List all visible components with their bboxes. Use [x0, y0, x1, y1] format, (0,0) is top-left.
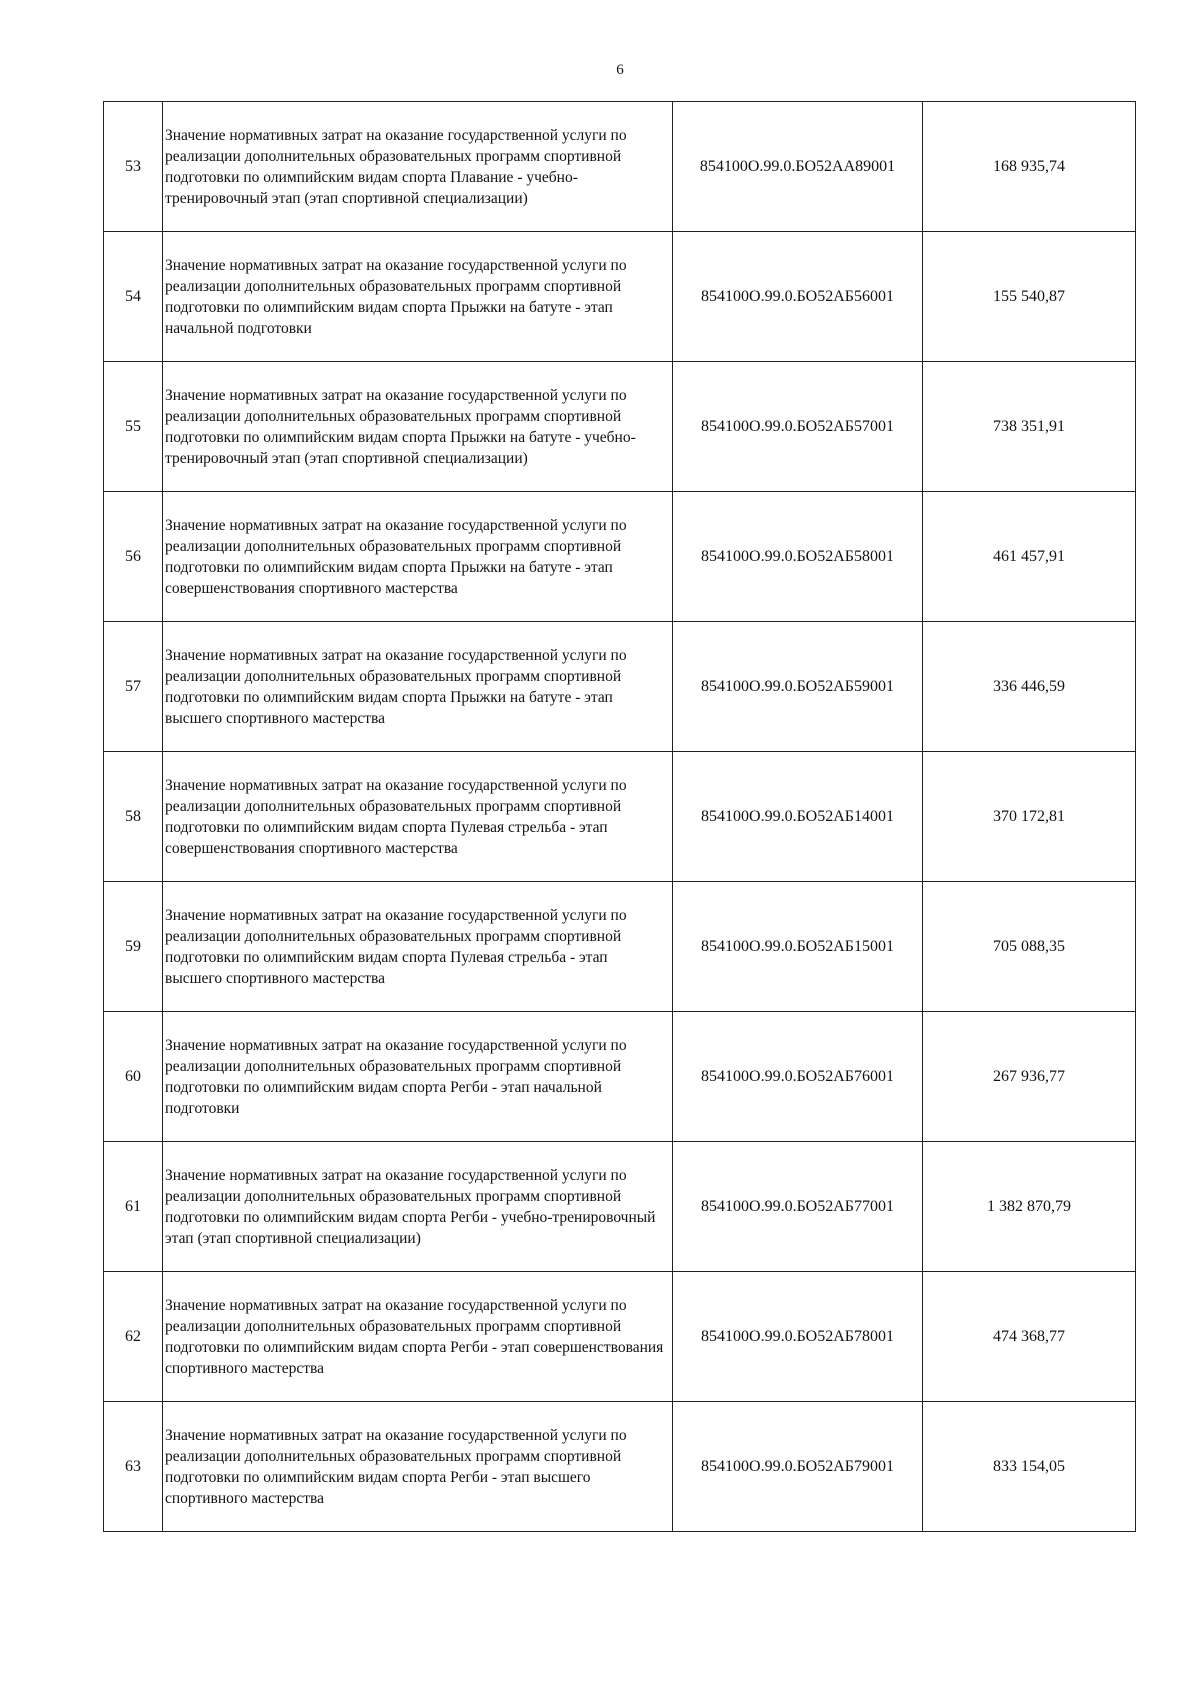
- table-row: [104, 102, 1136, 232]
- row-description: Значение нормативных затрат на оказание государственной услуги по реализации дополнительных образовательных программ спортивной подготовки по олимпийским видам спорта Регби - этап совершенствования спортивного мастерства: [163, 1272, 673, 1402]
- row-service-code: 854100О.99.0.БО52АБ76001: [673, 1012, 923, 1142]
- row-cost-value: 168 935,74: [923, 102, 1136, 232]
- table-row: [104, 492, 1136, 622]
- row-number: 58: [104, 752, 163, 882]
- row-cost-value: 461 457,91: [923, 492, 1136, 622]
- row-description: Значение нормативных затрат на оказание государственной услуги по реализации дополнительных образовательных программ спортивной подготовки по олимпийским видам спорта Прыжки на батуте - этап высшего спортивного мастерства: [163, 622, 673, 752]
- table-row: [104, 1012, 1136, 1142]
- row-cost-value: 474 368,77: [923, 1272, 1136, 1402]
- table-row: [104, 1402, 1136, 1532]
- row-cost-value: 370 172,81: [923, 752, 1136, 882]
- row-description: Значение нормативных затрат на оказание государственной услуги по реализации дополнительных образовательных программ спортивной подготовки по олимпийским видам спорта Прыжки на батуте - учебно-тренировочный этап (этап спортивной специализации): [163, 362, 673, 492]
- row-service-code: 854100О.99.0.БО52АБ15001: [673, 882, 923, 1012]
- row-description: Значение нормативных затрат на оказание государственной услуги по реализации дополнительных образовательных программ спортивной подготовки по олимпийским видам спорта Прыжки на батуте - этап совершенствования спортивного мастерства: [163, 492, 673, 622]
- normative-costs-table: [103, 101, 1136, 1532]
- table-row: [104, 362, 1136, 492]
- row-service-code: 854100О.99.0.БО52АБ58001: [673, 492, 923, 622]
- row-cost-value: 738 351,91: [923, 362, 1136, 492]
- row-service-code: 854100О.99.0.БО52АА89001: [673, 102, 923, 232]
- row-number: 62: [104, 1272, 163, 1402]
- row-number: 56: [104, 492, 163, 622]
- row-number: 54: [104, 232, 163, 362]
- row-number: 61: [104, 1142, 163, 1272]
- row-service-code: 854100О.99.0.БО52АБ56001: [673, 232, 923, 362]
- row-cost-value: 336 446,59: [923, 622, 1136, 752]
- row-number: 59: [104, 882, 163, 1012]
- row-service-code: 854100О.99.0.БО52АБ78001: [673, 1272, 923, 1402]
- row-cost-value: 705 088,35: [923, 882, 1136, 1012]
- row-cost-value: 155 540,87: [923, 232, 1136, 362]
- row-number: 60: [104, 1012, 163, 1142]
- row-service-code: 854100О.99.0.БО52АБ79001: [673, 1402, 923, 1532]
- row-number: 63: [104, 1402, 163, 1532]
- row-number: 57: [104, 622, 163, 752]
- row-service-code: 854100О.99.0.БО52АБ77001: [673, 1142, 923, 1272]
- page-number: 6: [616, 62, 624, 78]
- table-body: [104, 102, 1136, 1532]
- table-row: [104, 1272, 1136, 1402]
- row-description: Значение нормативных затрат на оказание государственной услуги по реализации дополнительных образовательных программ спортивной подготовки по олимпийским видам спорта Плавание - учебно-тренировочный этап (этап спортивной специализации): [163, 102, 673, 232]
- row-service-code: 854100О.99.0.БО52АБ59001: [673, 622, 923, 752]
- row-number: 53: [104, 102, 163, 232]
- row-service-code: 854100О.99.0.БО52АБ57001: [673, 362, 923, 492]
- row-description: Значение нормативных затрат на оказание государственной услуги по реализации дополнительных образовательных программ спортивной подготовки по олимпийским видам спорта Пулевая стрельба - этап совершенствования спортивного мастерства: [163, 752, 673, 882]
- table-row: [104, 622, 1136, 752]
- row-description: Значение нормативных затрат на оказание государственной услуги по реализации дополнительных образовательных программ спортивной подготовки по олимпийским видам спорта Пулевая стрельба - этап высшего спортивного мастерства: [163, 882, 673, 1012]
- row-description: Значение нормативных затрат на оказание государственной услуги по реализации дополнительных образовательных программ спортивной подготовки по олимпийским видам спорта Регби - этап начальной подготовки: [163, 1012, 673, 1142]
- row-cost-value: 833 154,05: [923, 1402, 1136, 1532]
- table-row: [104, 882, 1136, 1012]
- row-description: Значение нормативных затрат на оказание государственной услуги по реализации дополнительных образовательных программ спортивной подготовки по олимпийским видам спорта Прыжки на батуте - этап начальной подготовки: [163, 232, 673, 362]
- table-row: [104, 232, 1136, 362]
- row-cost-value: 1 382 870,79: [923, 1142, 1136, 1272]
- row-service-code: 854100О.99.0.БО52АБ14001: [673, 752, 923, 882]
- row-cost-value: 267 936,77: [923, 1012, 1136, 1142]
- row-description: Значение нормативных затрат на оказание государственной услуги по реализации дополнительных образовательных программ спортивной подготовки по олимпийским видам спорта Регби - учебно-тренировочный этап (этап спортивной специализации): [163, 1142, 673, 1272]
- row-number: 55: [104, 362, 163, 492]
- table-row: [104, 1142, 1136, 1272]
- row-description: Значение нормативных затрат на оказание государственной услуги по реализации дополнительных образовательных программ спортивной подготовки по олимпийским видам спорта Регби - этап высшего спортивного мастерства: [163, 1402, 673, 1532]
- table-row: [104, 752, 1136, 882]
